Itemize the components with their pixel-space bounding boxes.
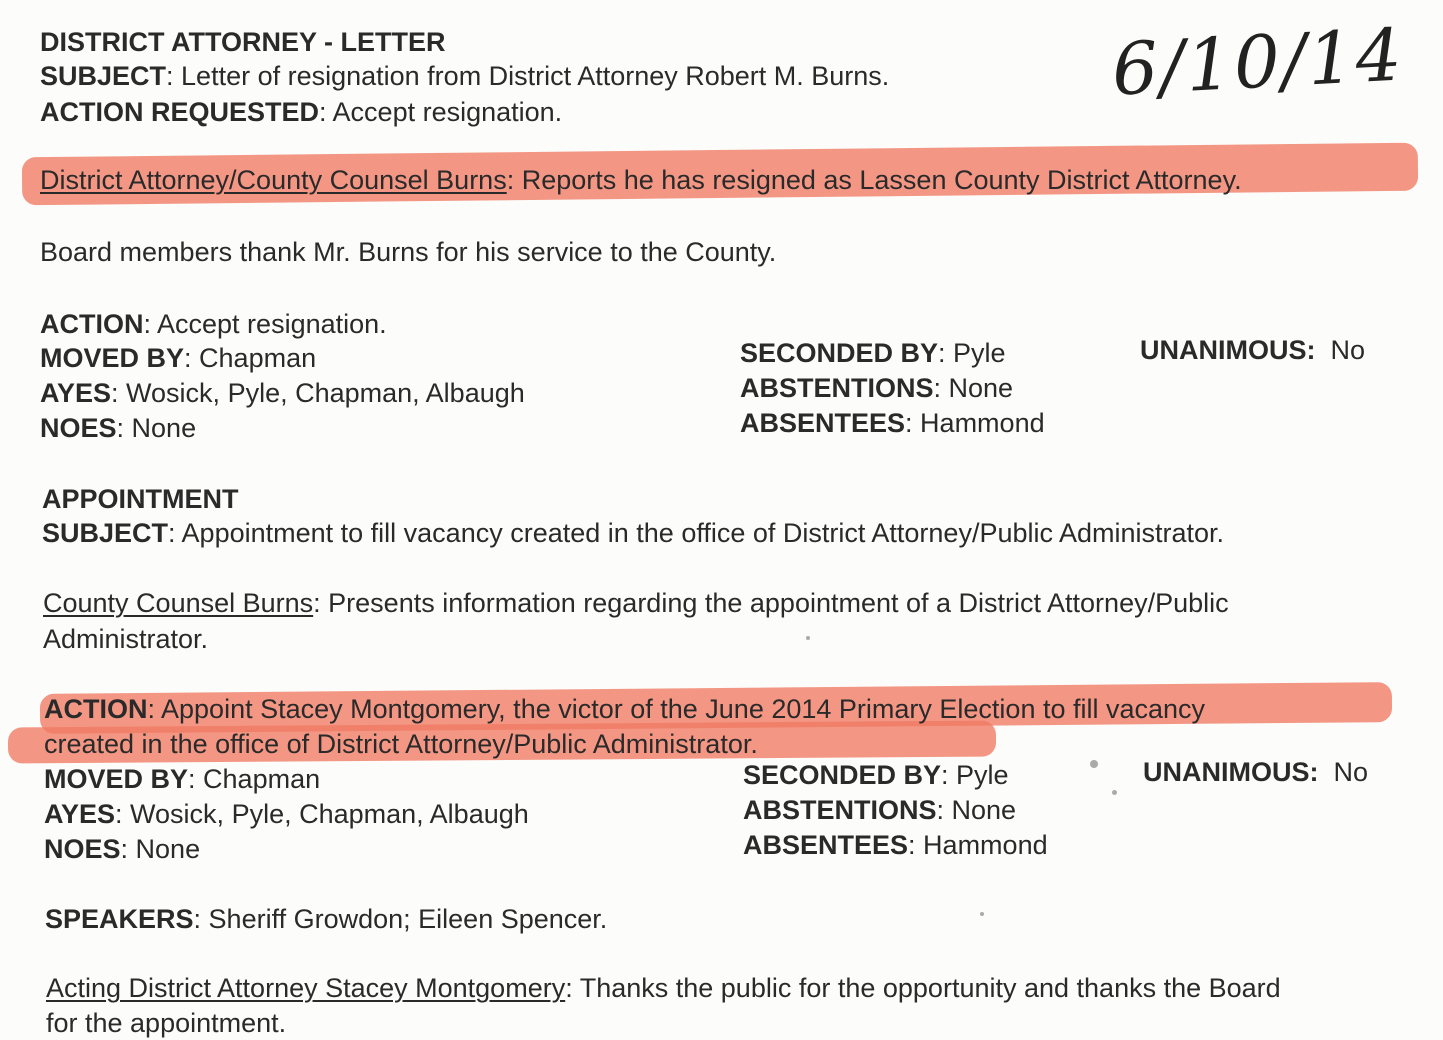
item2-speakers-label: SPEAKERS (45, 904, 194, 934)
item2-subject-text: : Appointment to fill vacancy created in the office of District Attorney/Public Administrator. (168, 518, 1225, 548)
item2-seconded-by (743, 759, 1009, 791)
item1-absentees (740, 407, 1045, 439)
item2-absentees-label: ABSENTEES (743, 830, 909, 860)
scan-speck (980, 912, 984, 916)
item1-unanimous-value: No (1330, 335, 1366, 365)
item1-seconded-by (740, 337, 1006, 369)
item2-speakers (45, 903, 607, 935)
item2-heading: APPOINTMENT (42, 484, 239, 514)
item1-action-text: : Accept resignation. (143, 309, 387, 339)
item1-absentees-label: ABSENTEES (740, 408, 906, 438)
item1-action-requested-label: ACTION REQUESTED (40, 97, 320, 127)
item2-action-line-1 (44, 693, 1205, 725)
item1-noes-label: NOES (40, 413, 117, 443)
item2-absentees (743, 829, 1048, 861)
item1-ayes (40, 377, 525, 409)
item1-seconded-label: SECONDED BY (740, 338, 939, 368)
item2-subject (42, 517, 1224, 549)
item1-ayes-value: : Wosick, Pyle, Chapman, Albaugh (111, 378, 525, 408)
item1-heading: DISTRICT ATTORNEY - LETTER (40, 27, 446, 57)
item2-seconded-label: SECONDED BY (743, 760, 942, 790)
item2-speaker-line-2: Administrator. (43, 624, 209, 654)
item2-speaker-text-1: : Presents information regarding the appointment of a District Attorney/Public (313, 588, 1229, 618)
item2-closing-line-1 (46, 972, 1281, 1004)
item2-noes (44, 833, 200, 865)
item1-action-requested-text: : Accept resignation. (319, 97, 563, 127)
item2-ayes-label: AYES (44, 799, 116, 829)
item1-abstentions-value: : None (933, 373, 1014, 403)
item2-unanimous (1143, 756, 1368, 788)
item1-moved-value: : Chapman (184, 343, 317, 373)
item2-closing-text-1: : Thanks the public for the opportunity and thanks the Board (565, 973, 1281, 1003)
item2-noes-value: : None (120, 834, 201, 864)
item1-abstentions-label: ABSTENTIONS (740, 373, 934, 403)
item2-abstentions (743, 794, 1016, 826)
item1-seconded-value: : Pyle (938, 338, 1006, 368)
item1-board-note: Board members thank Mr. Burns for his service to the County. (40, 237, 777, 267)
item1-speaker-text: : Reports he has resigned as Lassen County District Attorney. (506, 165, 1242, 195)
item1-unanimous-label: UNANIMOUS: (1140, 335, 1316, 365)
item1-noes-value: : None (116, 413, 197, 443)
item2-action-line-2: created in the office of District Attorney/Public Administrator. (44, 729, 758, 759)
item2-speakers-value: : Sheriff Growdon; Eileen Spencer. (193, 904, 608, 934)
item2-closing-label: Acting District Attorney Stacey Montgomery (46, 973, 566, 1003)
item2-moved-value: : Chapman (188, 764, 321, 794)
item2-closing-line-2: for the appointment. (46, 1008, 287, 1038)
item2-speaker-line-1 (43, 587, 1229, 619)
item2-moved-label: MOVED BY (44, 764, 189, 794)
item2-seconded-value: : Pyle (941, 760, 1009, 790)
item1-action-label: ACTION (40, 309, 144, 339)
item2-subject-label: SUBJECT (42, 518, 169, 548)
item1-action-requested (40, 96, 562, 128)
item2-unanimous-value: No (1333, 757, 1369, 787)
item2-abstentions-label: ABSTENTIONS (743, 795, 937, 825)
item2-ayes (44, 798, 529, 830)
item2-action-text-1: : Appoint Stacey Montgomery, the victor of the June 2014 Primary Election to fill vacancy (147, 694, 1206, 724)
handwritten-date: 6/10/14 (1110, 12, 1406, 112)
item1-abstentions (740, 372, 1013, 404)
item2-speaker-label: County Counsel Burns (43, 588, 314, 618)
item2-unanimous-label: UNANIMOUS: (1143, 757, 1319, 787)
item1-speaker (40, 164, 1242, 196)
item1-absentees-value: : Hammond (905, 408, 1045, 438)
item2-noes-label: NOES (44, 834, 121, 864)
scan-speck (1090, 760, 1098, 768)
item1-moved-label: MOVED BY (40, 343, 185, 373)
item1-speaker-label: District Attorney/County Counsel Burns (40, 165, 507, 195)
scan-speck (1112, 790, 1117, 795)
item1-ayes-label: AYES (40, 378, 112, 408)
item1-subject-text: : Letter of resignation from District Attorney Robert M. Burns. (166, 61, 890, 91)
item2-action-label: ACTION (44, 694, 148, 724)
item1-moved-by (40, 342, 316, 374)
item1-unanimous (1140, 334, 1365, 366)
item2-ayes-value: : Wosick, Pyle, Chapman, Albaugh (115, 799, 529, 829)
item2-abstentions-value: : None (936, 795, 1017, 825)
item1-noes (40, 412, 196, 444)
scan-speck (806, 636, 810, 640)
item1-subject (40, 60, 889, 92)
item1-subject-label: SUBJECT (40, 61, 167, 91)
item2-moved-by (44, 763, 320, 795)
item2-absentees-value: : Hammond (908, 830, 1048, 860)
item1-action (40, 308, 387, 340)
